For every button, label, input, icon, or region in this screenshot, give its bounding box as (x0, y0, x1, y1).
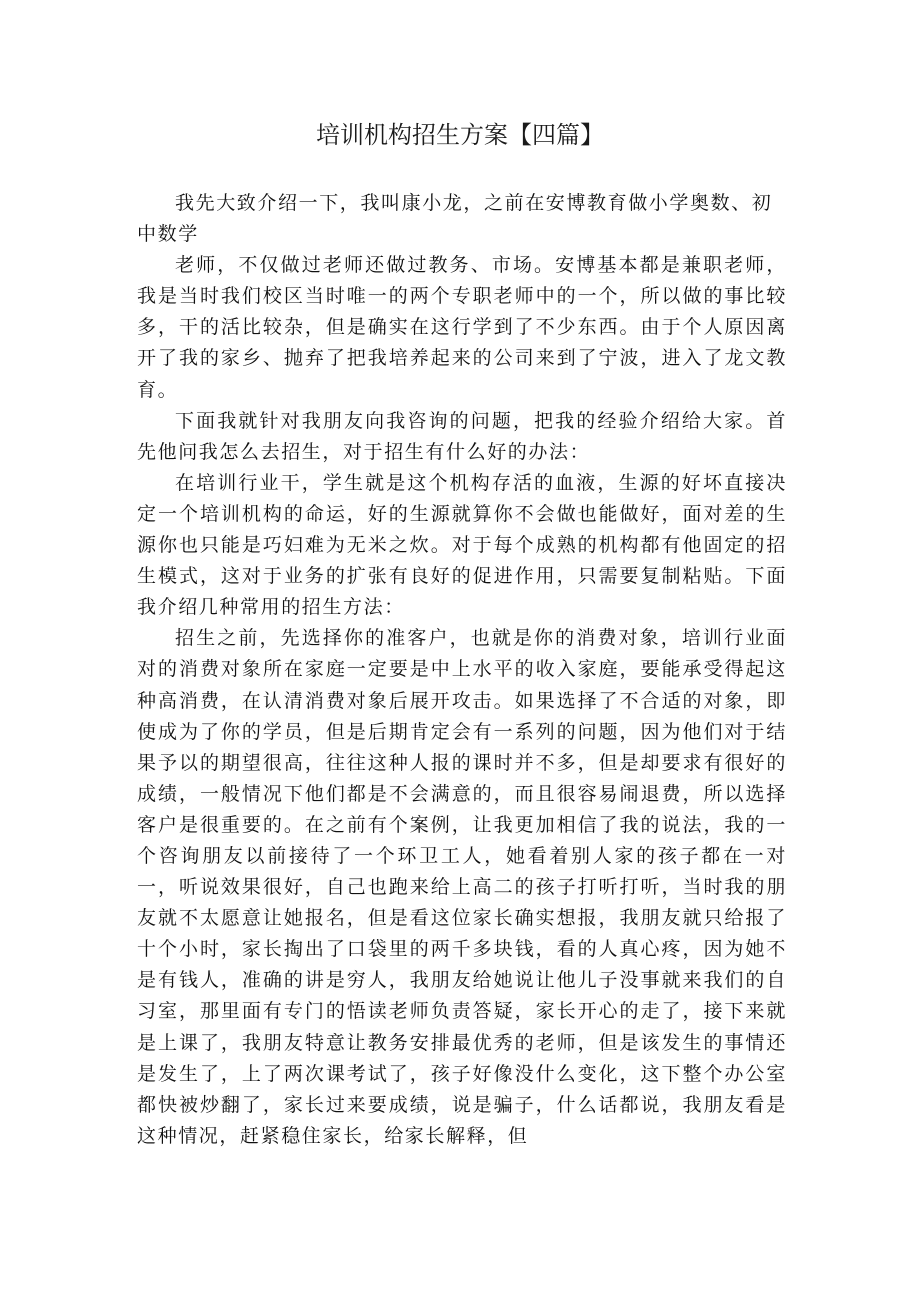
paragraph-case: 招生之前，先选择你的准客户，也就是你的消费对象，培训行业面对的消费对象所在家庭一定要是中上水平的收入家庭，要能承受得起这种高消费，在认清消费对象后展开攻击。如果选择了不合适的对象，即使成为了你的学员，但是后期肯定会有一系列的问题，因为他们对于结果予以的期望很高，往往这种人报的课时并不多，但是却要求有很好的成绩，一般情况下他们都是不会满意的，而且很容易闹退费，所以选择客户是很重要的。在之前有个案例，让我更加相信了我的说法，我的一个咨询朋友以前接待了一个环卫工人，她看着别人家的孩子都在一对一，听说效果很好，自己也跑来给上高二的孩子打听打听，当时我的朋友就不太愿意让她报名，但是看这位家长确实想报，我朋友就只给报了十个小时，家长掏出了口袋里的两千多块钱，看的人真心疼，因为她不是有钱人，准确的讲是穷人，我朋友给她说让他儿子没事就来我们的自习室，那里面有专门的悟读老师负责答疑，家长开心的走了，接下来就是上课了，我朋友特意让教务安排最优秀的老师，但是该发生的事情还是发生了，上了两次课考试了，孩子好像没什么变化，这下整个办公室都快被炒翻了，家长过来要成绩，说是骗子，什么话都说，我朋友看是这种情况，赶紧稳住家长，给家长解释，但 (137, 627, 787, 1147)
paragraph-question: 下面我就针对我朋友向我咨询的问题，把我的经验介绍给大家。首先他问我怎么去招生，对于招生有什么好的办法： (137, 409, 787, 463)
paragraph-industry: 在培训行业干，学生就是这个机构存活的血液，生源的好坏直接决定一个培训机构的命运，好的生源就算你不会做也能做好，面对差的生源你也只能是巧妇难为无米之炊。对于每个成熟的机构都有他固定的招生模式，这对于业务的扩张有良好的促进作用，只需要复制粘贴。下面我介绍几种常用的招生方法： (137, 471, 787, 619)
paragraph-background: 老师，不仅做过老师还做过教务、市场。安博基本都是兼职老师，我是当时我们校区当时唯一的两个专职老师中的一个，所以做的事比较多，干的活比较杂，但是确实在这行学到了不少东西。由于个人原因离开了我的家乡、抛弃了把我培养起来的公司来到了宁波，进入了龙文教育。 (137, 254, 787, 401)
document-title: 培训机构招生方案【四篇】 (316, 121, 604, 149)
document-body (137, 188, 787, 1152)
paragraph-intro: 我先大致介绍一下，我叫康小龙，之前在安博教育做小学奥数、初中数学 (137, 192, 773, 246)
